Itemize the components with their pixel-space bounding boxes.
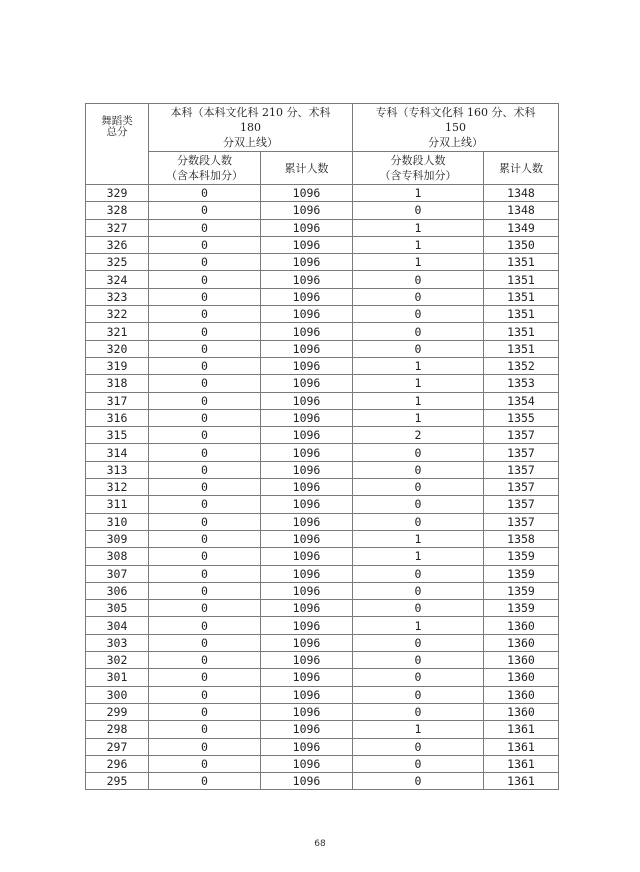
benke-count-cell: 0 [149,738,261,755]
zhuanke-cumulative-cell: 1361 [484,738,559,755]
table-row [86,703,559,720]
benke-count-cell: 0 [149,219,261,236]
benke-count-cell: 0 [149,669,261,686]
benke-count-cell: 0 [149,375,261,392]
zhuanke-cumulative-cell: 1354 [484,392,559,409]
score-cell: 305 [86,600,149,617]
table-body [86,185,559,790]
zhuanke-count-cell: 0 [353,755,484,772]
table-row [86,357,559,374]
zhuanke-count-cell: 0 [353,461,484,478]
score-cell: 303 [86,634,149,651]
score-cell: 299 [86,703,149,720]
benke-cumulative-cell: 1096 [261,548,353,565]
benke-count-cell: 0 [149,288,261,305]
benke-count-cell: 0 [149,392,261,409]
table-row [86,306,559,323]
benke-cumulative-header: 累计人数 [261,152,353,185]
zhuanke-cumulative-cell: 1349 [484,219,559,236]
zhuanke-cumulative-cell: 1361 [484,773,559,790]
zhuanke-cumulative-cell: 1352 [484,357,559,374]
zhuanke-cumulative-cell: 1351 [484,340,559,357]
benke-cumulative-cell: 1096 [261,565,353,582]
benke-cumulative-cell: 1096 [261,496,353,513]
zhuanke-count-cell: 0 [353,738,484,755]
benke-count-cell: 0 [149,479,261,496]
table-row [86,444,559,461]
benke-count-cell: 0 [149,323,261,340]
score-cell: 311 [86,496,149,513]
zhuanke-count-cell: 0 [353,479,484,496]
zhuanke-count-cell: 1 [353,617,484,634]
benke-cumulative-cell: 1096 [261,375,353,392]
zhuanke-count-cell: 0 [353,202,484,219]
score-cell: 321 [86,323,149,340]
table-row [86,530,559,547]
score-cell: 304 [86,617,149,634]
benke-count-cell: 0 [149,185,261,202]
zhuanke-cumulative-cell: 1351 [484,306,559,323]
zhuanke-cumulative-cell: 1357 [484,461,559,478]
score-cell: 323 [86,288,149,305]
benke-count-cell: 0 [149,600,261,617]
zhuanke-count-cell: 1 [353,548,484,565]
score-cell: 318 [86,375,149,392]
page-number: 68 [314,839,326,849]
benke-cumulative-cell: 1096 [261,236,353,253]
benke-cumulative-cell: 1096 [261,271,353,288]
benke-count-header-line: 分数段人数 [177,154,232,167]
benke-count-cell: 0 [149,427,261,444]
zhuanke-count-cell: 0 [353,773,484,790]
zhuanke-cumulative-cell: 1351 [484,323,559,340]
zhuanke-cumulative-cell: 1355 [484,409,559,426]
table-row [86,288,559,305]
score-cell: 300 [86,686,149,703]
zhuanke-count-cell: 1 [353,219,484,236]
benke-cumulative-cell: 1096 [261,219,353,236]
zhuanke-cumulative-cell: 1361 [484,721,559,738]
benke-header-line: 分双上线） [223,136,278,149]
zhuanke-cumulative-cell: 1360 [484,703,559,720]
score-cell: 306 [86,582,149,599]
zhuanke-count-cell: 2 [353,427,484,444]
score-cell: 319 [86,357,149,374]
score-cell: 301 [86,669,149,686]
zhuanke-cumulative-cell: 1353 [484,375,559,392]
zhuanke-cumulative-header: 累计人数 [484,152,559,185]
score-cell: 307 [86,565,149,582]
benke-count-header-line: （含本科加分） [166,169,243,182]
zhuanke-count-cell: 0 [353,669,484,686]
benke-group-header [149,104,353,152]
zhuanke-cumulative-cell: 1350 [484,236,559,253]
benke-cumulative-cell: 1096 [261,254,353,271]
score-cell: 310 [86,513,149,530]
table-row [86,340,559,357]
benke-count-cell: 0 [149,357,261,374]
zhuanke-count-cell: 0 [353,513,484,530]
benke-count-header [149,152,261,185]
zhuanke-count-header-line: 分数段人数 [390,154,446,167]
benke-count-cell: 0 [149,634,261,651]
table-row [86,513,559,530]
benke-cumulative-cell: 1096 [261,357,353,374]
zhuanke-count-header-line: （含专科加分） [379,169,457,182]
score-cell: 322 [86,306,149,323]
zhuanke-header-line: 150 [445,121,466,134]
benke-cumulative-cell: 1096 [261,306,353,323]
table-row [86,686,559,703]
zhuanke-count-cell: 0 [353,340,484,357]
benke-cumulative-cell: 1096 [261,773,353,790]
zhuanke-count-cell: 1 [353,721,484,738]
benke-count-cell: 0 [149,530,261,547]
table-row [86,271,559,288]
zhuanke-cumulative-cell: 1348 [484,185,559,202]
benke-count-cell: 0 [149,271,261,288]
score-cell: 328 [86,202,149,219]
zhuanke-count-cell: 1 [353,236,484,253]
zhuanke-cumulative-cell: 1361 [484,755,559,772]
benke-cumulative-cell: 1096 [261,479,353,496]
benke-cumulative-cell: 1096 [261,686,353,703]
zhuanke-cumulative-cell: 1360 [484,634,559,651]
zhuanke-count-cell: 0 [353,600,484,617]
zhuanke-header-line: 专科（专科文化科 160 分、术科 [375,106,536,119]
benke-count-cell: 0 [149,686,261,703]
zhuanke-count-cell: 0 [353,323,484,340]
zhuanke-count-cell: 1 [353,530,484,547]
benke-count-cell: 0 [149,721,261,738]
benke-count-cell: 0 [149,444,261,461]
benke-cumulative-cell: 1096 [261,444,353,461]
zhuanke-cumulative-cell: 1357 [484,479,559,496]
benke-header-line: 180 [240,121,261,134]
table-row [86,738,559,755]
benke-cumulative-cell: 1096 [261,634,353,651]
benke-cumulative-cell: 1096 [261,461,353,478]
zhuanke-count-cell: 0 [353,306,484,323]
score-cell: 295 [86,773,149,790]
zhuanke-count-cell: 0 [353,582,484,599]
zhuanke-count-cell: 0 [353,634,484,651]
benke-cumulative-cell: 1096 [261,392,353,409]
benke-cumulative-cell: 1096 [261,340,353,357]
benke-count-cell: 0 [149,409,261,426]
zhuanke-count-cell: 0 [353,565,484,582]
zhuanke-cumulative-cell: 1357 [484,444,559,461]
zhuanke-cumulative-cell: 1359 [484,548,559,565]
score-cell: 309 [86,530,149,547]
score-cell: 302 [86,652,149,669]
score-cell: 316 [86,409,149,426]
table-row [86,773,559,790]
table-row [86,548,559,565]
benke-cumulative-cell: 1096 [261,582,353,599]
benke-count-cell: 0 [149,773,261,790]
score-cell: 313 [86,461,149,478]
table-row [86,582,559,599]
score-cell: 325 [86,254,149,271]
zhuanke-cumulative-cell: 1357 [484,513,559,530]
table-row [86,600,559,617]
benke-count-cell: 0 [149,703,261,720]
benke-count-cell: 0 [149,202,261,219]
benke-cumulative-cell: 1096 [261,513,353,530]
score-cell: 315 [86,427,149,444]
zhuanke-count-cell: 0 [353,686,484,703]
benke-cumulative-cell: 1096 [261,323,353,340]
zhuanke-count-cell: 1 [353,254,484,271]
zhuanke-count-cell: 1 [353,185,484,202]
benke-cumulative-cell: 1096 [261,185,353,202]
table-row [86,669,559,686]
benke-count-cell: 0 [149,755,261,772]
zhuanke-cumulative-cell: 1360 [484,652,559,669]
score-cell: 314 [86,444,149,461]
zhuanke-cumulative-cell: 1360 [484,669,559,686]
zhuanke-cumulative-cell: 1357 [484,496,559,513]
benke-cumulative-cell: 1096 [261,409,353,426]
benke-cumulative-cell: 1096 [261,202,353,219]
score-header-line: 总分 [106,126,128,138]
table-row [86,461,559,478]
score-cell: 326 [86,236,149,253]
table-row [86,721,559,738]
zhuanke-count-cell: 0 [353,271,484,288]
zhuanke-cumulative-cell: 1359 [484,582,559,599]
zhuanke-cumulative-cell: 1360 [484,686,559,703]
table-row [86,254,559,271]
zhuanke-count-cell: 0 [353,496,484,513]
table-row [86,565,559,582]
table-row [86,617,559,634]
benke-count-cell: 0 [149,306,261,323]
table-row [86,755,559,772]
table-row [86,236,559,253]
table-row [86,652,559,669]
zhuanke-count-cell: 0 [353,444,484,461]
table-header [86,104,559,185]
score-header-line: 舞蹈类 [101,115,133,127]
zhuanke-cumulative-cell: 1359 [484,600,559,617]
benke-cumulative-cell: 1096 [261,652,353,669]
benke-cumulative-cell: 1096 [261,669,353,686]
benke-cumulative-cell: 1096 [261,288,353,305]
zhuanke-cumulative-cell: 1358 [484,530,559,547]
score-cell: 297 [86,738,149,755]
table-row [86,323,559,340]
zhuanke-count-cell: 0 [353,703,484,720]
zhuanke-count-cell: 0 [353,652,484,669]
zhuanke-count-cell: 1 [353,392,484,409]
benke-cumulative-cell: 1096 [261,755,353,772]
benke-count-cell: 0 [149,496,261,513]
table-row [86,219,559,236]
zhuanke-count-cell: 1 [353,375,484,392]
score-cell: 327 [86,219,149,236]
zhuanke-group-header [353,104,559,152]
benke-count-cell: 0 [149,548,261,565]
benke-cumulative-cell: 1096 [261,617,353,634]
benke-count-cell: 0 [149,461,261,478]
zhuanke-cumulative-cell: 1351 [484,288,559,305]
benke-header-line: 本科（本科文化科 210 分、术科 [170,106,331,119]
benke-cumulative-cell: 1096 [261,427,353,444]
score-distribution-table [85,103,559,790]
table-row [86,427,559,444]
benke-count-cell: 0 [149,582,261,599]
score-cell: 317 [86,392,149,409]
benke-cumulative-cell: 1096 [261,703,353,720]
score-cell: 324 [86,271,149,288]
zhuanke-count-cell: 0 [353,288,484,305]
benke-count-cell: 0 [149,617,261,634]
score-cell: 296 [86,755,149,772]
benke-cumulative-cell: 1096 [261,600,353,617]
benke-cumulative-cell: 1096 [261,738,353,755]
zhuanke-cumulative-cell: 1357 [484,427,559,444]
score-cell: 312 [86,479,149,496]
benke-cumulative-cell: 1096 [261,530,353,547]
table-row [86,496,559,513]
zhuanke-header-line: 分双上线） [428,136,483,149]
benke-cumulative-cell: 1096 [261,721,353,738]
table-row [86,202,559,219]
table-row [86,479,559,496]
table-row [86,185,559,202]
table-row [86,409,559,426]
table-row [86,634,559,651]
benke-count-cell: 0 [149,652,261,669]
benke-count-cell: 0 [149,565,261,582]
benke-count-cell: 0 [149,513,261,530]
zhuanke-cumulative-cell: 1351 [484,254,559,271]
benke-count-cell: 0 [149,236,261,253]
zhuanke-count-cell: 1 [353,409,484,426]
zhuanke-cumulative-cell: 1360 [484,617,559,634]
table-row [86,375,559,392]
score-cell: 320 [86,340,149,357]
score-cell: 298 [86,721,149,738]
zhuanke-count-header [353,152,484,185]
zhuanke-cumulative-cell: 1348 [484,202,559,219]
benke-count-cell: 0 [149,340,261,357]
zhuanke-count-cell: 1 [353,357,484,374]
benke-count-cell: 0 [149,254,261,271]
table-row [86,392,559,409]
score-column-header [86,104,149,185]
zhuanke-cumulative-cell: 1359 [484,565,559,582]
score-cell: 308 [86,548,149,565]
zhuanke-cumulative-cell: 1351 [484,271,559,288]
score-cell: 329 [86,185,149,202]
